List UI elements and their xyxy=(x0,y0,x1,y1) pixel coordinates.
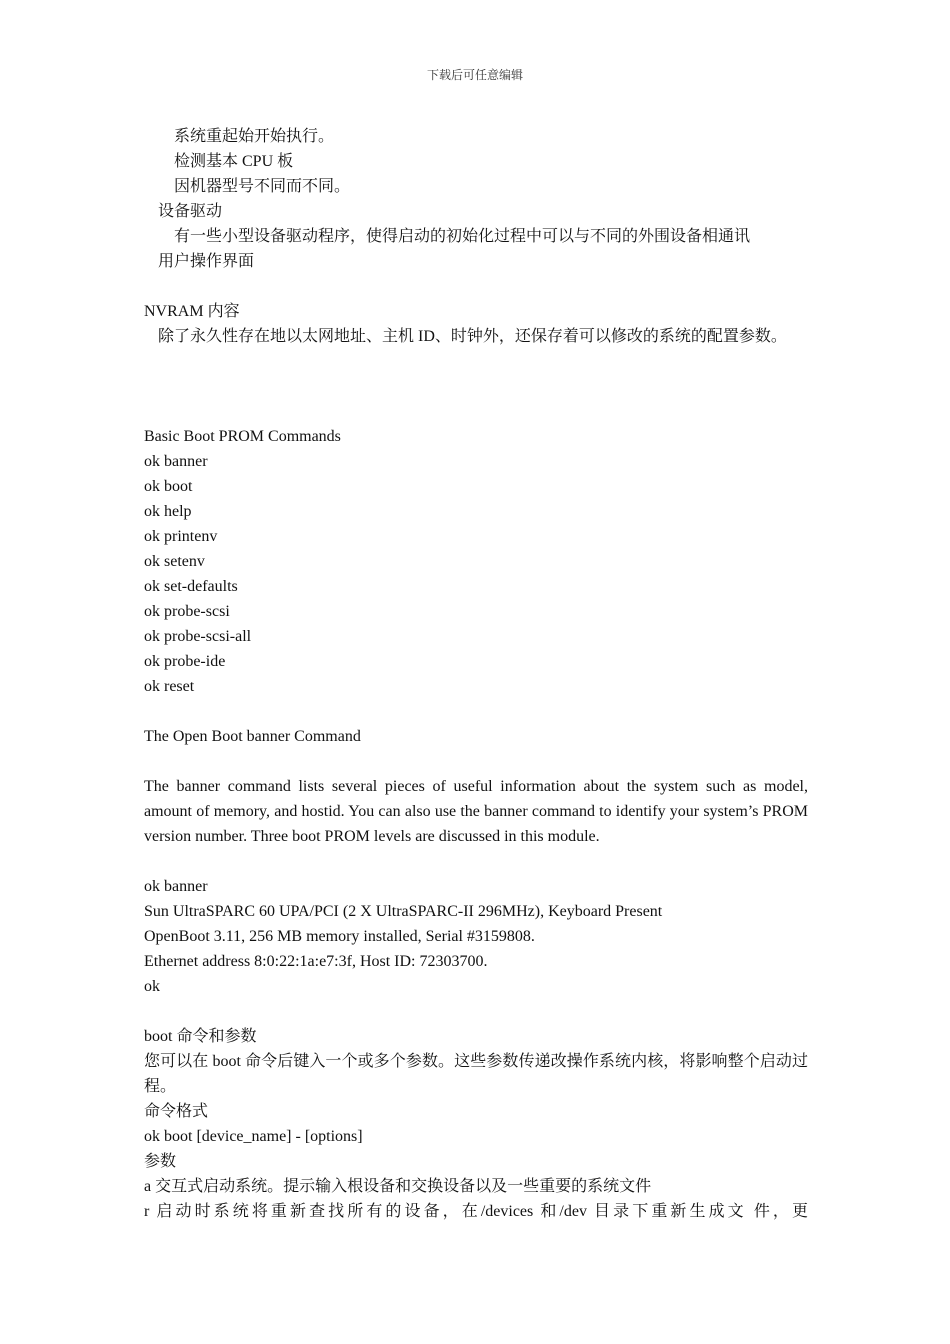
basic-commands-title: Basic Boot PROM Commands xyxy=(144,428,341,445)
command-item: ok probe-scsi xyxy=(144,603,230,620)
boot-format-label: 命令格式 xyxy=(144,1103,209,1120)
banner-output-line: Sun UltraSPARC 60 UPA/PCI (2 X UltraSPARC-II 296MHz), Keyboard Present xyxy=(144,903,663,920)
startup-line-2: 检测基本 CPU 板 xyxy=(174,153,294,170)
boot-description: 您可以在 boot 命令后键入一个或多个参数。这些参数传递改操作系统内核，将影响整个启动过程。 xyxy=(144,1053,808,1095)
banner-section-title: The Open Boot banner Command xyxy=(144,728,361,745)
command-item: ok probe-ide xyxy=(144,653,226,670)
startup-line-1: 系统重起始开始执行。 xyxy=(174,128,335,145)
command-item: ok setenv xyxy=(144,553,205,570)
boot-param-a: a 交互式启动系统。提示输入根设备和交换设备以及一些重要的系统文件 xyxy=(144,1178,652,1195)
command-item: ok set-defaults xyxy=(144,578,238,595)
startup-line-3: 因机器型号不同而不同。 xyxy=(174,178,351,195)
startup-line-5: 有一些小型设备驱动程序，使得启动的初始化过程中可以与不同的外围设备相通讯 xyxy=(174,228,751,245)
document-body xyxy=(144,124,808,1224)
banner-output-line: ok xyxy=(144,978,160,995)
command-item: ok help xyxy=(144,503,192,520)
command-item: ok printenv xyxy=(144,528,218,545)
startup-line-6: 用户操作界面 xyxy=(158,253,255,270)
startup-line-4: 设备驱动 xyxy=(158,203,223,220)
nvram-description: 除了永久性存在地以太网地址、主机 ID、时钟外，还保存着可以修改的系统的配置参数。 xyxy=(158,328,787,345)
banner-output-line: ok banner xyxy=(144,878,208,895)
boot-section-title: boot 命令和参数 xyxy=(144,1028,257,1045)
command-item: ok reset xyxy=(144,678,195,695)
command-item: ok banner xyxy=(144,453,208,470)
boot-params-label: 参数 xyxy=(144,1153,177,1170)
command-item: ok probe-scsi-all xyxy=(144,628,252,645)
banner-paragraph: The banner command lists several pieces of useful information about the system such as model, amount of memory, and hostid. You can also use the banner command to identify your system’s PROM version number. Three boot PROM levels are discussed in this module. xyxy=(144,778,808,845)
banner-output-line: Ethernet address 8:0:22:1a:e7:3f, Host ID: 72303700. xyxy=(144,953,488,970)
boot-param-r: r 启动时系统将重新查找所有的设备，在/devices 和/dev 目录下重新生成文 件，更 xyxy=(144,1203,808,1220)
command-item: ok boot xyxy=(144,478,193,495)
nvram-title: NVRAM 内容 xyxy=(144,303,240,320)
banner-output-line: OpenBoot 3.11, 256 MB memory installed, Serial #3159808. xyxy=(144,928,535,945)
page-header: 下载后可任意编辑 xyxy=(426,68,523,82)
boot-format: ok boot [device_name] - [options] xyxy=(144,1128,363,1145)
